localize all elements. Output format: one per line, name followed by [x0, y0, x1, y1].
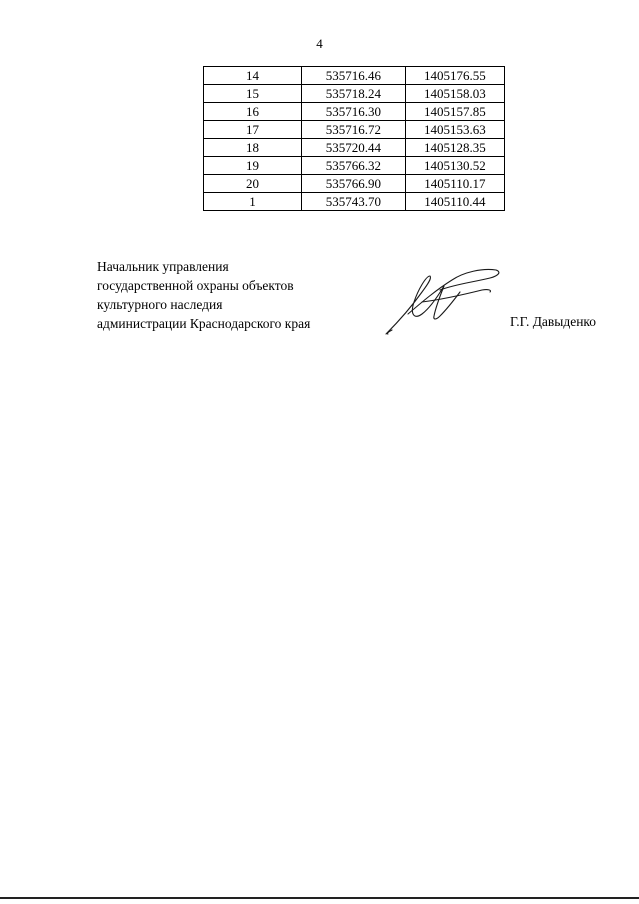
table-row [204, 103, 505, 121]
signatory-position-line: государственной охраны объектов [97, 278, 294, 293]
point-number-cell: 14 [204, 67, 302, 85]
signatory-position-line: культурного наследия [97, 297, 223, 312]
table-row [204, 67, 505, 85]
y-coordinate-cell: 1405128.35 [405, 139, 504, 157]
y-coordinate-cell: 1405130.52 [405, 157, 504, 175]
signatory-position-line: Начальник управления [97, 259, 229, 274]
table-row [204, 85, 505, 103]
point-number-cell: 1 [204, 193, 302, 211]
signatory-position-line: администрации Краснодарского края [97, 316, 311, 331]
y-coordinate-cell: 1405158.03 [405, 85, 504, 103]
coordinates-table [203, 66, 505, 211]
y-coordinate-cell: 1405110.17 [405, 175, 504, 193]
y-coordinate-cell: 1405157.85 [405, 103, 504, 121]
y-coordinate-cell: 1405176.55 [405, 67, 504, 85]
x-coordinate-cell: 535720.44 [301, 139, 405, 157]
point-number-cell: 17 [204, 121, 302, 139]
table-row [204, 193, 505, 211]
signatory-position [97, 257, 310, 333]
table-row [204, 157, 505, 175]
point-number-cell: 19 [204, 157, 302, 175]
point-number-cell: 20 [204, 175, 302, 193]
page-bottom-divider [0, 897, 639, 899]
page-number: 4 [316, 36, 323, 51]
x-coordinate-cell: 535766.32 [301, 157, 405, 175]
point-number-cell: 16 [204, 103, 302, 121]
point-number-cell: 15 [204, 85, 302, 103]
y-coordinate-cell: 1405153.63 [405, 121, 504, 139]
table-row [204, 121, 505, 139]
handwritten-signature [378, 262, 504, 338]
table-row [204, 175, 505, 193]
x-coordinate-cell: 535716.46 [301, 67, 405, 85]
x-coordinate-cell: 535766.90 [301, 175, 405, 193]
y-coordinate-cell: 1405110.44 [405, 193, 504, 211]
coordinates-table-body [204, 67, 505, 211]
x-coordinate-cell: 535716.30 [301, 103, 405, 121]
table-row [204, 139, 505, 157]
x-coordinate-cell: 535718.24 [301, 85, 405, 103]
x-coordinate-cell: 535716.72 [301, 121, 405, 139]
x-coordinate-cell: 535743.70 [301, 193, 405, 211]
signer-name: Г.Г. Давыденко [510, 314, 597, 329]
point-number-cell: 18 [204, 139, 302, 157]
